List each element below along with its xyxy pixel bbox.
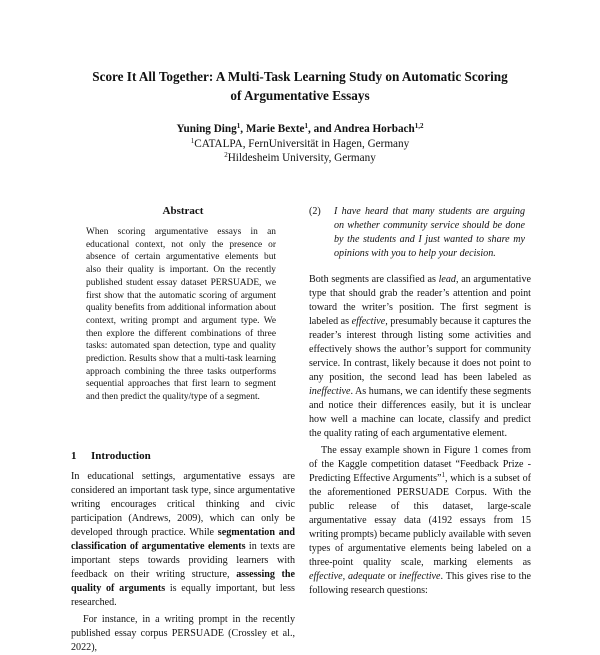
affiliation-text: CATALPA, FernUniversität in Hagen, Germany [194, 137, 410, 150]
author-name: Marie Bexte [245, 123, 305, 135]
bold-phrase: assessing the quality of arguments [71, 569, 296, 594]
intro-paragraph-2: For instance, in a writing prompt in the recently published essay corpus PERSUADE (Crossley et al., 2022), [71, 614, 295, 653]
text-run: , which is a subset of the aforementioned PERSUADE Corpus. With the public release of this dataset, large-scale argumentative essay data (4192 essays from 15 writing prompts) became publicly available with seven types of argumentative elements being labeled on a three-point quality scale, marking elements as [309, 473, 531, 568]
text-run: or [384, 571, 400, 582]
text-run: . This gives rise to the following research questions: [309, 571, 532, 596]
right-paragraph-1 [309, 273, 531, 441]
paper-title [40, 67, 560, 105]
affiliation-sup: 2 [224, 151, 228, 159]
italic-term: ineffective [399, 571, 441, 582]
author-affil-sup: 1 [236, 122, 241, 130]
author-name: Andrea Horbach [333, 123, 415, 135]
text-run: , an argumentative type that should grab the reader’s attention and point toward the writer’s position. The first segment is labeled as [309, 274, 531, 327]
text-run: , presumably because it captures the reader’s interest through listing some activities and effectively shows the author’s support for community service. In contrast, likely because it does not point to any position, the second lead has been labeled as [309, 316, 531, 383]
author-separator: , [240, 123, 246, 135]
affiliation-2 [60, 151, 540, 166]
example-number: (2) [309, 206, 321, 217]
abstract-body: When scoring argumentative essays in an educational context, not only the presence or absence of certain argumentative elements but also their quality is important. On the recently published student essay dataset PERSUADE, we first show that the automatic scoring of argument quality benefits from additional information about context, writing prompt and argument type. We then explore the different combinations of three tasks: automated span detection, type and quality prediction. Results show that a multi-task learning approach combining the three tasks outperforms sequential approaches that first learn to segment and then predict the quality/type of a segment. [86, 227, 276, 403]
italic-term: ineffective [309, 386, 351, 397]
italic-term: effective [309, 571, 343, 582]
author-name: Yuning Ding [176, 123, 237, 135]
text-run: , [342, 571, 348, 582]
author-affil-sup: 1 [304, 122, 309, 130]
text-run: Both segments are classified as [309, 274, 439, 285]
text-run: is equally important, but less researched. [71, 583, 295, 608]
example-text: I have heard that many students are arguing on whether community service should be done by the students and I just wanted to share my opinions with you to help your decision. [334, 206, 525, 259]
author-block [60, 122, 540, 166]
example-2 [309, 205, 531, 261]
affiliation-sup: 1 [190, 136, 195, 145]
section-heading-introduction [71, 450, 151, 462]
footnote-marker: 1 [441, 471, 445, 479]
text-run: in texts are important steps towards providing learners with feedback on their writing structure, [71, 541, 295, 580]
text-run: In educational settings, argumentative essays are considered an important task type, since argumentative writing encourages critical thinking and civic participation (Andrews, 2009), which can only be developed through practice. While [71, 471, 295, 538]
italic-term: adequate [347, 571, 385, 582]
right-paragraph-2 [309, 444, 531, 598]
italic-term: lead [438, 274, 456, 285]
text-run: The essay example shown in Figure 1 comes from of the Kaggle competition dataset “Feedback Prize - Predicting Effective Arguments” [309, 445, 531, 484]
left-column-text [71, 470, 295, 655]
author-affil-sup: 1,2 [414, 122, 424, 130]
author-names [60, 122, 540, 137]
italic-term: effective [351, 316, 386, 327]
section-number: 1 [71, 450, 77, 462]
section-title: Introduction [91, 450, 151, 462]
affiliation-1 [60, 137, 540, 152]
right-column-text [309, 205, 531, 598]
affiliation-text: Hildesheim University, Germany [227, 152, 376, 164]
title-line-2: of Argumentative Essays [230, 88, 370, 103]
bold-phrase: segmentation and classification of argumentative elements [71, 527, 295, 552]
title-line-1: Score It All Together: A Multi-Task Learning Study on Automatic Scoring [92, 69, 508, 84]
author-separator: , and [308, 123, 334, 135]
text-run: . As humans, we can identify these segments and notice their differences easily, but it is unclear how well a machine can locate, classify and predict the quality rating of each argumentative element. [309, 386, 531, 439]
intro-paragraph-1 [71, 470, 295, 610]
abstract-heading: Abstract [162, 205, 204, 217]
